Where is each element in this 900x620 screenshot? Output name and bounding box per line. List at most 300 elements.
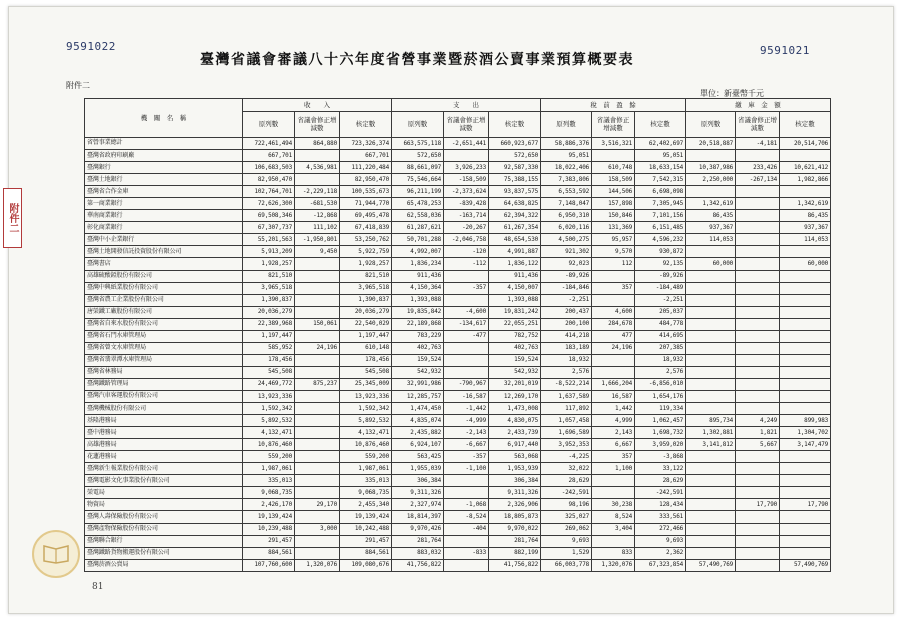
value-cell: 200,437 bbox=[541, 306, 592, 318]
value-cell bbox=[736, 487, 780, 499]
value-cell: 4,150,007 bbox=[489, 282, 541, 294]
value-cell: 19,835,842 bbox=[392, 306, 444, 318]
value-cell: 75,388,155 bbox=[489, 174, 541, 186]
value-cell: 3,952,353 bbox=[541, 439, 592, 451]
value-cell bbox=[686, 547, 736, 559]
value-cell: 9,068,735 bbox=[340, 487, 392, 499]
value-cell: 2,143 bbox=[592, 427, 635, 439]
value-cell: 117,892 bbox=[541, 403, 592, 415]
agency-name-cell: 臺灣省自來水股份有限公司 bbox=[85, 318, 243, 330]
value-cell bbox=[780, 330, 831, 342]
value-cell: 1,320,076 bbox=[295, 559, 340, 571]
value-cell: 22,540,029 bbox=[340, 318, 392, 330]
value-cell: 4,249 bbox=[736, 415, 780, 427]
value-cell: 357 bbox=[592, 282, 635, 294]
value-cell: 477 bbox=[592, 330, 635, 342]
value-cell bbox=[295, 511, 340, 523]
value-cell: -4,999 bbox=[444, 415, 489, 427]
value-cell: -158,509 bbox=[444, 174, 489, 186]
value-cell: 119,334 bbox=[635, 403, 686, 415]
value-cell: -163,714 bbox=[444, 210, 489, 222]
value-cell: -4,600 bbox=[444, 306, 489, 318]
value-cell: 131,369 bbox=[592, 222, 635, 234]
value-cell: 25,345,009 bbox=[340, 378, 392, 390]
table-row bbox=[85, 403, 831, 415]
agency-name-cell: 唐榮鐵工廠股份有限公司 bbox=[85, 306, 243, 318]
subheader: 核定數 bbox=[780, 112, 831, 138]
value-cell bbox=[686, 306, 736, 318]
agency-name-cell: 臺灣省合作金庫 bbox=[85, 186, 243, 198]
value-cell: 1,529 bbox=[541, 547, 592, 559]
value-cell bbox=[295, 403, 340, 415]
value-cell: 28,629 bbox=[635, 475, 686, 487]
value-cell: 61,287,621 bbox=[392, 222, 444, 234]
value-cell: 306,384 bbox=[392, 475, 444, 487]
subheader: 原列數 bbox=[392, 112, 444, 138]
value-cell: -833 bbox=[444, 547, 489, 559]
table-row bbox=[85, 138, 831, 150]
agency-name-cell: 臺灣鐵路貨物搬運股份有限公司 bbox=[85, 547, 243, 559]
value-cell: 1,637,589 bbox=[541, 390, 592, 402]
value-cell: 1,928,257 bbox=[243, 258, 295, 270]
value-cell: 6,667 bbox=[592, 439, 635, 451]
value-cell: 3,147,479 bbox=[780, 439, 831, 451]
unit-label: 單位：新臺幣千元 bbox=[700, 89, 764, 98]
value-cell bbox=[686, 318, 736, 330]
table-row bbox=[85, 174, 831, 186]
value-cell: 111,220,484 bbox=[340, 162, 392, 174]
value-cell: 335,013 bbox=[340, 475, 392, 487]
subheader: 省議會修正增減數 bbox=[444, 112, 489, 138]
value-cell bbox=[736, 234, 780, 246]
value-cell: 33,122 bbox=[635, 463, 686, 475]
value-cell: 291,457 bbox=[340, 535, 392, 547]
value-cell: -6,856,010 bbox=[635, 378, 686, 390]
value-cell: 1,987,061 bbox=[340, 463, 392, 475]
value-cell: 24,469,772 bbox=[243, 378, 295, 390]
value-cell: 10,239,488 bbox=[243, 523, 295, 535]
value-cell: 178,456 bbox=[243, 354, 295, 366]
value-cell: 9,970,022 bbox=[489, 523, 541, 535]
value-cell: 2,362 bbox=[635, 547, 686, 559]
value-cell bbox=[295, 270, 340, 282]
table-row bbox=[85, 282, 831, 294]
value-cell: 545,508 bbox=[243, 366, 295, 378]
value-cell: 17,790 bbox=[736, 499, 780, 511]
value-cell: 911,436 bbox=[489, 270, 541, 282]
value-cell: 111,102 bbox=[295, 222, 340, 234]
agency-name-cell: 臺灣產物保險股份有限公司 bbox=[85, 523, 243, 535]
value-cell: 4,132,471 bbox=[243, 427, 295, 439]
value-cell: 4,991,887 bbox=[489, 246, 541, 258]
agency-name-cell: 物資局 bbox=[85, 499, 243, 511]
value-cell: 1,342,619 bbox=[686, 198, 736, 210]
value-cell: 563,425 bbox=[392, 451, 444, 463]
value-cell: -184,846 bbox=[541, 282, 592, 294]
value-cell: 10,876,460 bbox=[243, 439, 295, 451]
agency-name-cell: 榮電局 bbox=[85, 487, 243, 499]
value-cell: 3,141,812 bbox=[686, 439, 736, 451]
value-cell: 10,242,488 bbox=[340, 523, 392, 535]
value-cell: 3,965,518 bbox=[243, 282, 295, 294]
value-cell: 41,756,822 bbox=[489, 559, 541, 571]
value-cell bbox=[295, 415, 340, 427]
value-cell: -8,522,214 bbox=[541, 378, 592, 390]
value-cell: 9,068,735 bbox=[243, 487, 295, 499]
value-cell bbox=[295, 258, 340, 270]
value-cell: 1,342,619 bbox=[780, 198, 831, 210]
value-cell: -89,926 bbox=[635, 270, 686, 282]
value-cell: 667,701 bbox=[243, 150, 295, 162]
value-cell: 937,367 bbox=[686, 222, 736, 234]
agency-name-cell: 臺灣中小企業銀行 bbox=[85, 234, 243, 246]
value-cell bbox=[686, 330, 736, 342]
value-cell: 783,229 bbox=[392, 330, 444, 342]
value-cell: 899,983 bbox=[780, 415, 831, 427]
value-cell: 20,036,279 bbox=[340, 306, 392, 318]
value-cell bbox=[592, 270, 635, 282]
value-cell: 269,062 bbox=[541, 523, 592, 535]
value-cell: -4,181 bbox=[736, 138, 780, 150]
value-cell: 3,000 bbox=[295, 523, 340, 535]
value-cell bbox=[780, 150, 831, 162]
table-row bbox=[85, 547, 831, 559]
value-cell bbox=[686, 535, 736, 547]
value-cell: 1,100 bbox=[592, 463, 635, 475]
value-cell: 22,189,868 bbox=[392, 318, 444, 330]
value-cell: 233,426 bbox=[736, 162, 780, 174]
value-cell: 895,734 bbox=[686, 415, 736, 427]
table-row bbox=[85, 366, 831, 378]
value-cell bbox=[780, 186, 831, 198]
value-cell: 9,570 bbox=[592, 246, 635, 258]
value-cell: 663,575,118 bbox=[392, 138, 444, 150]
value-cell: 106,683,503 bbox=[243, 162, 295, 174]
value-cell: 18,022,406 bbox=[541, 162, 592, 174]
value-cell bbox=[736, 366, 780, 378]
value-cell bbox=[780, 463, 831, 475]
value-cell: 4,150,364 bbox=[392, 282, 444, 294]
value-cell: -12,868 bbox=[295, 210, 340, 222]
agency-name-cell: 臺灣省林務局 bbox=[85, 366, 243, 378]
agency-name-cell: 臺灣土地銀行 bbox=[85, 174, 243, 186]
table-row bbox=[85, 475, 831, 487]
value-cell bbox=[736, 282, 780, 294]
value-cell: 16,587 bbox=[592, 390, 635, 402]
value-cell: 24,196 bbox=[295, 342, 340, 354]
value-cell: 50,701,288 bbox=[392, 234, 444, 246]
table-row bbox=[85, 451, 831, 463]
value-cell bbox=[592, 475, 635, 487]
value-cell: -8,524 bbox=[444, 511, 489, 523]
value-cell bbox=[686, 378, 736, 390]
value-cell bbox=[295, 174, 340, 186]
value-cell bbox=[295, 390, 340, 402]
value-cell bbox=[686, 342, 736, 354]
value-cell bbox=[686, 499, 736, 511]
value-cell: 281,764 bbox=[392, 535, 444, 547]
value-cell: 782,752 bbox=[489, 330, 541, 342]
value-cell: 32,201,019 bbox=[489, 378, 541, 390]
value-cell: 2,576 bbox=[635, 366, 686, 378]
value-cell: 4,835,074 bbox=[392, 415, 444, 427]
value-cell bbox=[444, 342, 489, 354]
value-cell bbox=[592, 535, 635, 547]
value-cell bbox=[780, 294, 831, 306]
value-cell: -112 bbox=[444, 258, 489, 270]
agency-name-cell: 華南商業銀行 bbox=[85, 210, 243, 222]
value-cell bbox=[295, 427, 340, 439]
value-cell bbox=[686, 150, 736, 162]
value-cell: 55,201,563 bbox=[243, 234, 295, 246]
value-cell: 563,068 bbox=[489, 451, 541, 463]
value-cell bbox=[295, 294, 340, 306]
value-cell: 1,474,450 bbox=[392, 403, 444, 415]
value-cell: 3,516,321 bbox=[592, 138, 635, 150]
value-cell: 585,952 bbox=[243, 342, 295, 354]
value-cell: 128,434 bbox=[635, 499, 686, 511]
value-cell: 1,062,457 bbox=[635, 415, 686, 427]
value-cell bbox=[295, 535, 340, 547]
value-cell: 1,698,732 bbox=[635, 427, 686, 439]
value-cell: 1,955,039 bbox=[392, 463, 444, 475]
value-cell bbox=[444, 354, 489, 366]
value-cell: 3,404 bbox=[592, 523, 635, 535]
value-cell: 4,992,007 bbox=[392, 246, 444, 258]
value-cell: 9,693 bbox=[541, 535, 592, 547]
value-cell: 67,323,854 bbox=[635, 559, 686, 571]
value-cell bbox=[444, 294, 489, 306]
value-cell: 542,932 bbox=[489, 366, 541, 378]
document-number-right: 9591021 bbox=[760, 44, 810, 57]
value-cell: 66,003,778 bbox=[541, 559, 592, 571]
value-cell: 69,495,478 bbox=[340, 210, 392, 222]
table-row bbox=[85, 294, 831, 306]
value-cell bbox=[780, 282, 831, 294]
value-cell: -477 bbox=[444, 330, 489, 342]
value-cell: 1,982,866 bbox=[780, 174, 831, 186]
value-cell: 335,013 bbox=[243, 475, 295, 487]
value-cell bbox=[295, 282, 340, 294]
value-cell bbox=[736, 511, 780, 523]
table-row bbox=[85, 439, 831, 451]
value-cell: 158,509 bbox=[592, 174, 635, 186]
value-cell bbox=[780, 475, 831, 487]
value-cell: -16,587 bbox=[444, 390, 489, 402]
value-cell bbox=[686, 511, 736, 523]
value-cell bbox=[686, 451, 736, 463]
value-cell: 98,196 bbox=[541, 499, 592, 511]
value-cell: 2,576 bbox=[541, 366, 592, 378]
table-row bbox=[85, 487, 831, 499]
subheader: 省議會修正增減數 bbox=[736, 112, 780, 138]
value-cell: 1,666,204 bbox=[592, 378, 635, 390]
value-cell: 114,053 bbox=[686, 234, 736, 246]
agency-name-cell: 臺灣鐵路管理局 bbox=[85, 378, 243, 390]
value-cell: 60,000 bbox=[686, 258, 736, 270]
value-cell: 1,592,342 bbox=[243, 403, 295, 415]
value-cell: 48,654,530 bbox=[489, 234, 541, 246]
value-cell: 75,546,664 bbox=[392, 174, 444, 186]
table-row bbox=[85, 270, 831, 282]
table-row bbox=[85, 162, 831, 174]
value-cell: 7,305,945 bbox=[635, 198, 686, 210]
value-cell: 291,457 bbox=[243, 535, 295, 547]
value-cell: 82,950,470 bbox=[243, 174, 295, 186]
value-cell: 71,944,770 bbox=[340, 198, 392, 210]
value-cell: 6,924,107 bbox=[392, 439, 444, 451]
value-cell: 414,695 bbox=[635, 330, 686, 342]
value-cell bbox=[592, 366, 635, 378]
group-header-revenue: 收 入 bbox=[243, 99, 392, 112]
value-cell: 1,057,458 bbox=[541, 415, 592, 427]
value-cell: 69,508,346 bbox=[243, 210, 295, 222]
value-cell: -357 bbox=[444, 451, 489, 463]
agency-name-cell: 臺灣中興紙業股份有限公司 bbox=[85, 282, 243, 294]
value-cell: 57,490,769 bbox=[686, 559, 736, 571]
value-cell: 96,211,199 bbox=[392, 186, 444, 198]
table-row bbox=[85, 258, 831, 270]
value-cell: 4,600 bbox=[592, 306, 635, 318]
value-cell bbox=[736, 535, 780, 547]
value-cell: 883,032 bbox=[392, 547, 444, 559]
value-cell: 95,051 bbox=[541, 150, 592, 162]
value-cell: -2,373,624 bbox=[444, 186, 489, 198]
value-cell: 1,197,447 bbox=[243, 330, 295, 342]
value-cell: 18,805,873 bbox=[489, 511, 541, 523]
value-cell: 64,638,825 bbox=[489, 198, 541, 210]
agency-name-cell: 臺灣土地開發信託投資股份有限公司 bbox=[85, 246, 243, 258]
value-cell: 1,696,589 bbox=[541, 427, 592, 439]
value-cell bbox=[780, 511, 831, 523]
value-cell: -404 bbox=[444, 523, 489, 535]
table-row bbox=[85, 234, 831, 246]
value-cell: -4,225 bbox=[541, 451, 592, 463]
value-cell: 1,390,837 bbox=[340, 294, 392, 306]
value-cell: 144,506 bbox=[592, 186, 635, 198]
value-cell bbox=[736, 306, 780, 318]
value-cell: 19,831,242 bbox=[489, 306, 541, 318]
value-cell: 86,435 bbox=[686, 210, 736, 222]
value-cell bbox=[736, 378, 780, 390]
value-cell: 2,435,882 bbox=[392, 427, 444, 439]
value-cell: 5,892,532 bbox=[340, 415, 392, 427]
value-cell bbox=[736, 354, 780, 366]
subheader: 核定數 bbox=[340, 112, 392, 138]
value-cell: 2,455,340 bbox=[340, 499, 392, 511]
value-cell: 60,000 bbox=[780, 258, 831, 270]
annex-side-tab: 附件二 bbox=[3, 188, 22, 248]
value-cell: 572,650 bbox=[392, 150, 444, 162]
value-cell: 7,383,806 bbox=[541, 174, 592, 186]
value-cell: 205,037 bbox=[635, 306, 686, 318]
value-cell: 12,285,757 bbox=[392, 390, 444, 402]
value-cell bbox=[686, 354, 736, 366]
agency-name-cell: 臺灣新生報業股份有限公司 bbox=[85, 463, 243, 475]
value-cell: -120 bbox=[444, 246, 489, 258]
library-seal-icon bbox=[32, 530, 80, 578]
value-cell: 19,139,424 bbox=[340, 511, 392, 523]
agency-name-cell: 省營事業總計 bbox=[85, 138, 243, 150]
agency-name-cell: 基隆港務局 bbox=[85, 415, 243, 427]
value-cell: 22,055,251 bbox=[489, 318, 541, 330]
table-row bbox=[85, 246, 831, 258]
value-cell: 13,923,336 bbox=[340, 390, 392, 402]
value-cell bbox=[295, 306, 340, 318]
document-number-left: 9591022 bbox=[66, 40, 116, 53]
value-cell: 542,932 bbox=[392, 366, 444, 378]
table-row bbox=[85, 354, 831, 366]
value-cell: 159,524 bbox=[392, 354, 444, 366]
value-cell bbox=[736, 330, 780, 342]
value-cell: 5,892,532 bbox=[243, 415, 295, 427]
value-cell: 559,200 bbox=[340, 451, 392, 463]
value-cell bbox=[780, 523, 831, 535]
value-cell: 402,763 bbox=[392, 342, 444, 354]
value-cell: 61,267,354 bbox=[489, 222, 541, 234]
value-cell bbox=[780, 366, 831, 378]
value-cell: 20,036,279 bbox=[243, 306, 295, 318]
table-row bbox=[85, 186, 831, 198]
value-cell: 8,524 bbox=[592, 511, 635, 523]
value-cell bbox=[736, 390, 780, 402]
value-cell: 13,923,336 bbox=[243, 390, 295, 402]
value-cell: 6,553,592 bbox=[541, 186, 592, 198]
value-cell: 3,959,020 bbox=[635, 439, 686, 451]
value-cell bbox=[780, 390, 831, 402]
value-cell bbox=[736, 258, 780, 270]
value-cell: 875,237 bbox=[295, 378, 340, 390]
value-cell: -2,251 bbox=[635, 294, 686, 306]
value-cell bbox=[780, 378, 831, 390]
value-cell: 102,764,701 bbox=[243, 186, 295, 198]
value-cell: 107,760,600 bbox=[243, 559, 295, 571]
value-cell: 32,022 bbox=[541, 463, 592, 475]
group-header-expenditure: 支 出 bbox=[392, 99, 541, 112]
value-cell: -6,667 bbox=[444, 439, 489, 451]
table-row bbox=[85, 523, 831, 535]
value-cell: 57,490,769 bbox=[780, 559, 831, 571]
value-cell: 9,450 bbox=[295, 246, 340, 258]
table-row bbox=[85, 559, 831, 571]
value-cell: -2,651,441 bbox=[444, 138, 489, 150]
value-cell: 109,080,676 bbox=[340, 559, 392, 571]
agency-name-cell: 臺灣人壽保險股份有限公司 bbox=[85, 511, 243, 523]
value-cell: 159,524 bbox=[489, 354, 541, 366]
value-cell: 6,950,310 bbox=[541, 210, 592, 222]
value-cell bbox=[444, 559, 489, 571]
value-cell bbox=[686, 487, 736, 499]
budget-table bbox=[84, 98, 831, 572]
subheader: 原列數 bbox=[541, 112, 592, 138]
value-cell: 5,913,209 bbox=[243, 246, 295, 258]
value-cell bbox=[295, 150, 340, 162]
value-cell: 9,311,326 bbox=[392, 487, 444, 499]
value-cell: 62,394,322 bbox=[489, 210, 541, 222]
value-cell: -790,967 bbox=[444, 378, 489, 390]
value-cell: -1,950,801 bbox=[295, 234, 340, 246]
table-row bbox=[85, 150, 831, 162]
value-cell: 833 bbox=[592, 547, 635, 559]
value-cell: 610,748 bbox=[592, 162, 635, 174]
subheader: 核定數 bbox=[489, 112, 541, 138]
value-cell: 207,385 bbox=[635, 342, 686, 354]
value-cell: 62,558,036 bbox=[392, 210, 444, 222]
value-cell: 22,389,968 bbox=[243, 318, 295, 330]
value-cell: 150,061 bbox=[295, 318, 340, 330]
value-cell: 65,478,253 bbox=[392, 198, 444, 210]
value-cell bbox=[736, 403, 780, 415]
